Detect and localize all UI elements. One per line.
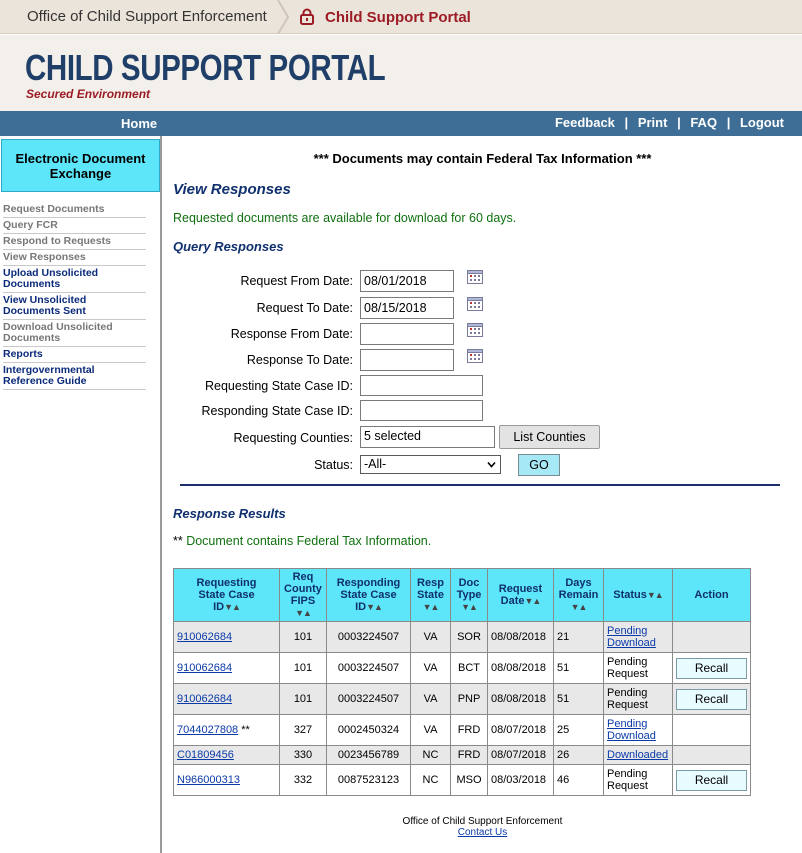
col-days-remain[interactable]: Days Remain ▼▲ [554, 569, 604, 622]
sort-icon[interactable]: ▼▲ [570, 602, 587, 612]
sidebar-item-reference-guide[interactable]: Intergovernmental Reference Guide [3, 363, 146, 390]
status-cell: Pending Request [604, 684, 673, 715]
site-header [0, 35, 802, 111]
results-table [173, 568, 751, 796]
nav-feedback-link[interactable]: Feedback [554, 115, 615, 130]
sidebar-item-upload-unsolicited[interactable]: Upload Unsolicited Documents [3, 266, 146, 293]
status-cell[interactable]: Pending Download [604, 715, 673, 746]
col-responding-case-id[interactable]: Responding State Case ID▼▲ [327, 569, 411, 622]
fti-legend-text: Document contains Federal Tax Information. [186, 534, 432, 548]
go-button[interactable]: GO [518, 454, 560, 476]
action-cell [673, 746, 751, 765]
sort-icon[interactable]: ▼▲ [295, 608, 311, 618]
query-heading: Query Responses [173, 239, 284, 254]
status-cell: Pending Request [604, 653, 673, 684]
calendar-icon[interactable] [467, 349, 483, 363]
request-to-label: Request To Date: [256, 301, 353, 315]
nav-bar [0, 111, 802, 136]
status-cell[interactable] [604, 746, 673, 765]
site-logo-title[interactable]: CHILD SUPPORT PORTAL [25, 47, 386, 88]
case-id-link[interactable]: 910062684 [177, 631, 233, 643]
col-request-date[interactable]: Request Date▼▲ [488, 569, 554, 622]
availability-message: Requested documents are available for download for 60 days. [173, 211, 517, 225]
footer-agency: Office of Child Support Enforcement [402, 816, 563, 827]
case-id-link[interactable]: 910062684 [177, 662, 233, 674]
section-divider [180, 484, 780, 486]
sidebar-item-view-responses[interactable]: View Responses [3, 250, 146, 266]
calendar-icon[interactable] [467, 297, 483, 311]
contact-us-link[interactable]: Contact Us [457, 827, 508, 838]
sort-icon[interactable]: ▼▲ [224, 602, 240, 612]
nav-print-link[interactable]: Print [637, 115, 668, 130]
sort-icon[interactable]: ▼▲ [422, 602, 439, 612]
portal-link[interactable]: Child Support Portal [325, 9, 471, 26]
table-row: 910062684 101 0003224507 VA PNP 08/08/2018 51 Pending Request Recall [174, 684, 751, 715]
status-select[interactable] [360, 455, 501, 474]
nav-separator: | [624, 115, 629, 130]
request-from-input[interactable]: 08/01/2018 [360, 270, 454, 292]
main-content [163, 136, 802, 853]
responding-case-id-input[interactable] [360, 400, 483, 421]
sort-icon[interactable]: ▼▲ [461, 602, 477, 612]
table-row: 910062684 101 0003224507 VA SOR 08/08/2018 21 Pending Download [174, 622, 751, 653]
status-label: Status: [314, 458, 353, 472]
requesting-case-id-input[interactable] [360, 375, 483, 396]
sidebar-item-download-unsolicited[interactable]: Download Unsolicited Documents [3, 320, 146, 347]
case-id-link[interactable]: 910062684 [177, 693, 233, 705]
nav-separator: | [677, 115, 681, 130]
sidebar-item-respond-to-requests[interactable]: Respond to Requests [3, 234, 146, 250]
status-link[interactable]: Pending [607, 625, 648, 637]
col-req-county-fips[interactable]: Req County FIPS ▼▲ [280, 569, 327, 622]
fti-notice: *** Documents may contain Federal Tax Information *** [313, 151, 652, 166]
col-doc-type[interactable]: Doc Type ▼▲ [451, 569, 488, 622]
status-cell: Pending Request [604, 765, 673, 796]
sidebar-item-view-unsolicited-sent[interactable]: View Unsolicited Documents Sent [3, 293, 146, 320]
status-link[interactable]: Pending [607, 718, 648, 730]
sidebar [0, 136, 162, 853]
table-header-row [174, 569, 751, 622]
response-from-input[interactable] [360, 323, 454, 345]
nav-right-links [555, 115, 784, 130]
action-cell [673, 715, 751, 746]
status-cell[interactable]: Pending Download [604, 622, 673, 653]
status-link[interactable]: Downloaded [607, 749, 669, 761]
page-footer [163, 816, 802, 838]
fti-marker: ** [238, 724, 250, 736]
col-resp-state[interactable]: Resp State ▼▲ [411, 569, 451, 622]
sidebar-item-request-documents[interactable]: Request Documents [3, 202, 146, 218]
responding-case-id-label: Responding State Case ID: [201, 404, 353, 418]
page-title: View Responses [173, 181, 291, 198]
calendar-icon[interactable] [467, 270, 483, 284]
requesting-counties-label: Requesting Counties: [233, 431, 353, 445]
sidebar-item-query-fcr[interactable]: Query FCR [3, 218, 146, 234]
nav-home-link[interactable]: Home [121, 116, 158, 131]
request-from-label: Request From Date: [240, 274, 353, 288]
action-cell [673, 622, 751, 653]
table-row: C01809456 330 0023456789 NC FRD 08/07/2018 26 Downloaded [174, 746, 751, 765]
requesting-counties-input[interactable]: 5 selected [360, 426, 495, 448]
top-strip [0, 0, 802, 34]
table-row: 7044027808 ** 327 0002450324 VA FRD 08/07/2018 25 Pending Download [174, 715, 751, 746]
nav-logout-link[interactable]: Logout [739, 115, 784, 130]
col-action: Action [673, 569, 751, 622]
breadcrumb-chevron-icon [276, 0, 290, 34]
sort-icon[interactable]: ▼▲ [524, 596, 541, 606]
response-from-label: Response From Date: [230, 327, 353, 341]
sidebar-title: Electronic Document Exchange [1, 139, 160, 192]
table-row: 910062684 101 0003224507 VA BCT 08/08/2018 51 Pending Request Recall [174, 653, 751, 684]
results-heading: Response Results [173, 506, 286, 521]
sort-icon[interactable]: ▼▲ [366, 602, 382, 612]
recall-button[interactable]: Recall [676, 658, 747, 679]
recall-button[interactable]: Recall [676, 770, 747, 791]
chevron-down-icon [487, 460, 496, 469]
fti-marker: ** [173, 534, 187, 548]
nav-separator: | [726, 115, 731, 130]
agency-link[interactable]: Office of Child Support Enforcement [27, 8, 267, 25]
requesting-case-id-label: Requesting State Case ID: [205, 379, 353, 393]
col-requesting-case-id[interactable]: Requesting State Case ID▼▲ [174, 569, 280, 622]
status-select-value: -All- [364, 457, 387, 471]
fti-legend [173, 534, 431, 548]
calendar-icon[interactable] [467, 323, 483, 337]
table-row: N966000313 332 0087523123 NC MSO 08/03/2018 46 Pending Request Recall [174, 765, 751, 796]
sidebar-menu [3, 202, 146, 390]
case-id-link[interactable]: C01809456 [177, 749, 234, 761]
sidebar-item-reports[interactable]: Reports [3, 347, 146, 363]
case-id-link[interactable]: 7044027808 [177, 724, 239, 736]
response-to-input[interactable] [360, 349, 454, 371]
nav-faq-link[interactable]: FAQ [690, 115, 718, 130]
list-counties-button[interactable]: List Counties [499, 425, 600, 449]
response-to-label: Response To Date: [246, 353, 353, 367]
sort-icon[interactable]: ▼▲ [646, 590, 663, 600]
request-to-input[interactable]: 08/15/2018 [360, 297, 454, 319]
site-logo-subtitle: Secured Environment [26, 87, 151, 101]
case-id-link[interactable]: N966000313 [177, 774, 241, 786]
lock-icon [300, 8, 314, 25]
col-status[interactable]: Status▼▲ [604, 569, 673, 622]
recall-button[interactable]: Recall [676, 689, 747, 710]
